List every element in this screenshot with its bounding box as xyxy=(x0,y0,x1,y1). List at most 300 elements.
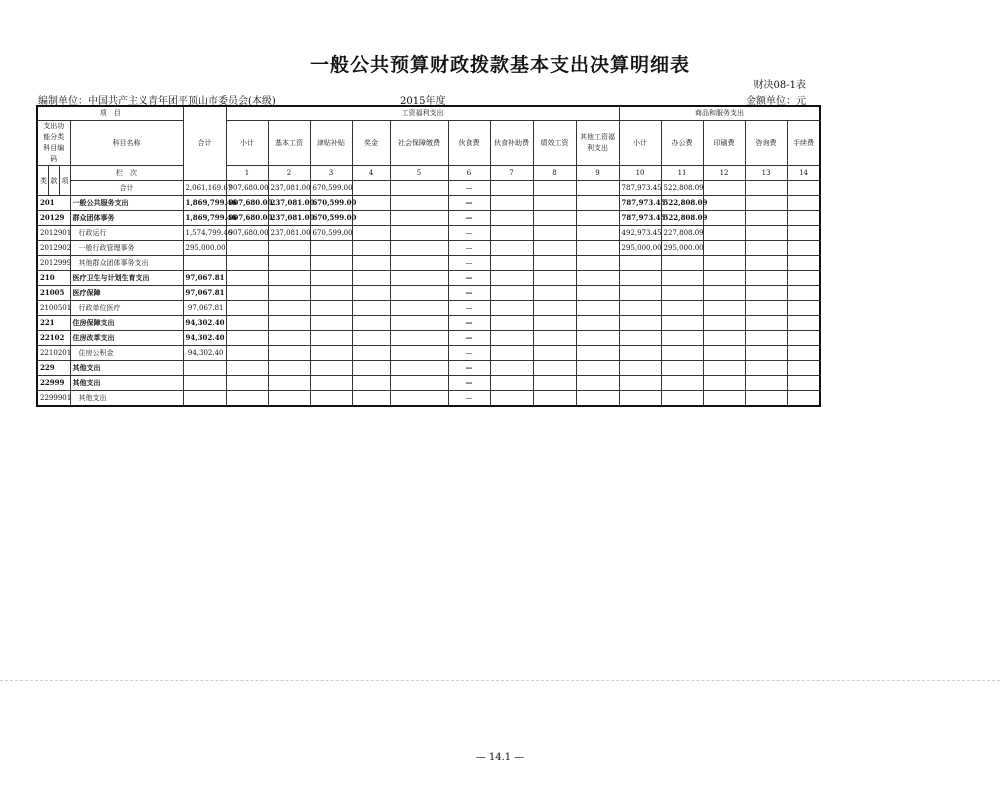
cell-salary-subtotal xyxy=(226,361,268,376)
cell-salary-subtotal: 907,680.00 xyxy=(226,196,268,211)
cell-total: 1,869,799.46 xyxy=(183,196,226,211)
cell-performance-pay xyxy=(533,376,576,391)
cell-other-welfare xyxy=(576,361,619,376)
cell-meal-subsidy xyxy=(490,256,533,271)
column-number: 8 xyxy=(533,166,576,181)
cell-printing-fee xyxy=(703,211,745,226)
table-row xyxy=(37,256,820,271)
column-number: 10 xyxy=(619,166,661,181)
header-printing-fee: 印刷费 xyxy=(703,121,745,166)
cell-allowance: 670,599.00 xyxy=(310,196,352,211)
cell-goods-subtotal: 787,973.45 xyxy=(619,211,661,226)
cell-meal-subsidy xyxy=(490,196,533,211)
row-code: 229 xyxy=(37,361,70,376)
cell-total: 94,302.40 xyxy=(183,316,226,331)
cell-consulting-fee xyxy=(745,241,787,256)
cell-bonus xyxy=(352,316,390,331)
cell-printing-fee xyxy=(703,376,745,391)
cell-goods-subtotal: 787,973.45 xyxy=(619,196,661,211)
cell-salary-subtotal xyxy=(226,391,268,407)
cell-meal-subsidy xyxy=(490,241,533,256)
row-name: 医疗保障 xyxy=(70,286,183,301)
cell-basic-salary xyxy=(268,391,310,407)
cell-allowance xyxy=(310,331,352,346)
cell-meal-subsidy xyxy=(490,271,533,286)
cell-goods-subtotal: 492,973.45 xyxy=(619,226,661,241)
cell-salary-subtotal xyxy=(226,241,268,256)
cell-allowance: 670,599.00 xyxy=(310,226,352,241)
header-performance-pay: 绩效工资 xyxy=(533,121,576,166)
table-row xyxy=(37,331,820,346)
header-goods-group: 商品和服务支出 xyxy=(619,106,820,121)
cell-basic-salary: 237,081.00 xyxy=(268,226,310,241)
cell-bonus xyxy=(352,196,390,211)
cell-bonus xyxy=(352,391,390,407)
cell-performance-pay xyxy=(533,361,576,376)
cell-performance-pay xyxy=(533,181,576,196)
cell-allowance: 670,599.00 xyxy=(310,181,352,196)
cell-meal-fee: — xyxy=(448,196,490,211)
cell-salary-subtotal xyxy=(226,286,268,301)
cell-basic-salary xyxy=(268,316,310,331)
cell-meal-fee: — xyxy=(448,211,490,226)
cell-handling-fee xyxy=(787,361,820,376)
cell-meal-fee: — xyxy=(448,346,490,361)
cell-bonus xyxy=(352,256,390,271)
column-number: 4 xyxy=(352,166,390,181)
cell-handling-fee xyxy=(787,301,820,316)
cell-total: 2,061,169.67 xyxy=(183,181,226,196)
cell-salary-subtotal xyxy=(226,271,268,286)
cell-social-security xyxy=(390,256,448,271)
row-name: 其他群众团体事务支出 xyxy=(70,256,183,271)
cell-bonus xyxy=(352,211,390,226)
cell-office-fee xyxy=(661,301,703,316)
cell-handling-fee xyxy=(787,376,820,391)
cell-bonus xyxy=(352,301,390,316)
cell-basic-salary: 237,081.00 xyxy=(268,196,310,211)
header-xiang: 项 xyxy=(59,166,70,196)
row-code: 20129 xyxy=(37,211,70,226)
cell-other-welfare xyxy=(576,256,619,271)
header-item: 项 目 xyxy=(37,106,183,121)
cell-meal-fee: — xyxy=(448,181,490,196)
cell-social-security xyxy=(390,331,448,346)
cell-meal-subsidy xyxy=(490,331,533,346)
table-row xyxy=(37,346,820,361)
cell-basic-salary xyxy=(268,346,310,361)
cell-performance-pay xyxy=(533,256,576,271)
table-row xyxy=(37,301,820,316)
row-code: 22102 xyxy=(37,331,70,346)
header-lanci: 栏 次 xyxy=(70,166,183,181)
cell-meal-fee: — xyxy=(448,376,490,391)
cell-total: 97,067.81 xyxy=(183,301,226,316)
cell-handling-fee xyxy=(787,316,820,331)
row-name: 住房保障支出 xyxy=(70,316,183,331)
cell-allowance xyxy=(310,376,352,391)
cell-consulting-fee xyxy=(745,361,787,376)
expenditure-detail-table xyxy=(36,105,821,407)
cell-social-security xyxy=(390,181,448,196)
cell-meal-fee: — xyxy=(448,226,490,241)
cell-goods-subtotal xyxy=(619,316,661,331)
cell-salary-subtotal: 907,680.00 xyxy=(226,226,268,241)
cell-performance-pay xyxy=(533,301,576,316)
cell-printing-fee xyxy=(703,196,745,211)
cell-social-security xyxy=(390,226,448,241)
row-name: 行政运行 xyxy=(70,226,183,241)
page-title: 一般公共预算财政拨款基本支出决算明细表 xyxy=(309,54,690,76)
cell-performance-pay xyxy=(533,346,576,361)
cell-printing-fee xyxy=(703,286,745,301)
cell-handling-fee xyxy=(787,196,820,211)
cell-basic-salary xyxy=(268,301,310,316)
cell-handling-fee xyxy=(787,271,820,286)
cell-salary-subtotal: 907,680.00 xyxy=(226,181,268,196)
cell-handling-fee xyxy=(787,226,820,241)
cell-bonus xyxy=(352,181,390,196)
form-code: 财决08-1表 xyxy=(753,80,806,91)
header-bonus: 奖金 xyxy=(352,121,390,166)
cell-consulting-fee xyxy=(745,346,787,361)
cell-printing-fee xyxy=(703,316,745,331)
cell-allowance xyxy=(310,241,352,256)
table-row xyxy=(37,196,820,211)
cell-performance-pay xyxy=(533,241,576,256)
cell-meal-fee: — xyxy=(448,316,490,331)
row-code: 2012902 xyxy=(37,241,70,256)
cell-handling-fee xyxy=(787,211,820,226)
header-office-fee: 办公费 xyxy=(661,121,703,166)
cell-other-welfare xyxy=(576,241,619,256)
cell-bonus xyxy=(352,271,390,286)
cell-bonus xyxy=(352,331,390,346)
cell-consulting-fee xyxy=(745,376,787,391)
cell-allowance xyxy=(310,271,352,286)
row-code: 21005 xyxy=(37,286,70,301)
cell-total: 94,302.40 xyxy=(183,346,226,361)
header-lei: 类 xyxy=(37,166,48,196)
cell-consulting-fee xyxy=(745,211,787,226)
cell-meal-fee: — xyxy=(448,241,490,256)
row-code: 2100501 xyxy=(37,301,70,316)
cell-bonus xyxy=(352,286,390,301)
cell-total xyxy=(183,391,226,407)
cell-office-fee xyxy=(661,361,703,376)
cell-basic-salary xyxy=(268,271,310,286)
cell-bonus xyxy=(352,361,390,376)
header-meal-fee: 伙食费 xyxy=(448,121,490,166)
cell-office-fee xyxy=(661,346,703,361)
cell-social-security xyxy=(390,211,448,226)
cell-salary-subtotal xyxy=(226,256,268,271)
header-meal-subsidy: 伙食补助费 xyxy=(490,121,533,166)
header-salary-group: 工资福利支出 xyxy=(226,106,619,121)
cell-office-fee xyxy=(661,316,703,331)
header-row-1 xyxy=(37,106,820,121)
row-code: 2210201 xyxy=(37,346,70,361)
cell-consulting-fee xyxy=(745,271,787,286)
column-number: 6 xyxy=(448,166,490,181)
table-row xyxy=(37,181,820,196)
column-number: 9 xyxy=(576,166,619,181)
cell-basic-salary xyxy=(268,361,310,376)
column-number: 3 xyxy=(310,166,352,181)
cell-meal-fee: — xyxy=(448,286,490,301)
header-allowance: 津贴补贴 xyxy=(310,121,352,166)
cell-meal-fee: — xyxy=(448,256,490,271)
cell-meal-fee: — xyxy=(448,271,490,286)
cell-printing-fee xyxy=(703,361,745,376)
cell-bonus xyxy=(352,241,390,256)
row-name: 医疗卫生与计划生育支出 xyxy=(70,271,183,286)
cell-other-welfare xyxy=(576,301,619,316)
cell-printing-fee xyxy=(703,331,745,346)
cell-allowance xyxy=(310,391,352,407)
cell-other-welfare xyxy=(576,226,619,241)
cell-meal-subsidy xyxy=(490,316,533,331)
cell-other-welfare xyxy=(576,286,619,301)
cell-meal-subsidy xyxy=(490,181,533,196)
cell-basic-salary: 237,081.00 xyxy=(268,211,310,226)
cell-printing-fee xyxy=(703,346,745,361)
header-name: 科目名称 xyxy=(70,121,183,166)
cell-other-welfare xyxy=(576,271,619,286)
cell-social-security xyxy=(390,361,448,376)
cell-total xyxy=(183,361,226,376)
cell-goods-subtotal xyxy=(619,391,661,407)
cell-meal-fee: — xyxy=(448,331,490,346)
cell-printing-fee xyxy=(703,301,745,316)
cell-office-fee xyxy=(661,331,703,346)
cell-salary-subtotal xyxy=(226,316,268,331)
row-code: 2012999 xyxy=(37,256,70,271)
cell-social-security xyxy=(390,391,448,407)
cell-allowance xyxy=(310,346,352,361)
header-social-security: 社会保障缴费 xyxy=(390,121,448,166)
cell-office-fee: 295,000.00 xyxy=(661,241,703,256)
cell-consulting-fee xyxy=(745,316,787,331)
row-name: 行政单位医疗 xyxy=(70,301,183,316)
cell-social-security xyxy=(390,376,448,391)
column-number: 5 xyxy=(390,166,448,181)
table-row xyxy=(37,376,820,391)
cell-meal-subsidy xyxy=(490,361,533,376)
cell-total xyxy=(183,376,226,391)
row-name: 一般行政管理事务 xyxy=(70,241,183,256)
cell-goods-subtotal xyxy=(619,301,661,316)
header-row-2 xyxy=(37,121,820,166)
cell-printing-fee xyxy=(703,391,745,407)
cell-meal-subsidy xyxy=(490,376,533,391)
cell-goods-subtotal xyxy=(619,346,661,361)
cell-meal-subsidy xyxy=(490,346,533,361)
cell-meal-subsidy xyxy=(490,301,533,316)
cell-consulting-fee xyxy=(745,286,787,301)
cell-office-fee: 522,808.09 xyxy=(661,181,703,196)
cell-goods-subtotal: 295,000.00 xyxy=(619,241,661,256)
fiscal-year: 2015年度 xyxy=(400,96,446,107)
cell-social-security xyxy=(390,316,448,331)
cell-office-fee: 522,808.09 xyxy=(661,211,703,226)
cell-social-security xyxy=(390,301,448,316)
row-name: 其他支出 xyxy=(70,361,183,376)
column-number: 1 xyxy=(226,166,268,181)
cell-office-fee: 227,808.09 xyxy=(661,226,703,241)
cell-allowance xyxy=(310,301,352,316)
cell-consulting-fee xyxy=(745,391,787,407)
cell-meal-subsidy xyxy=(490,391,533,407)
column-number: 12 xyxy=(703,166,745,181)
cell-other-welfare xyxy=(576,181,619,196)
cell-allowance: 670,599.00 xyxy=(310,211,352,226)
cell-other-welfare xyxy=(576,376,619,391)
cell-printing-fee xyxy=(703,256,745,271)
row-code: 210 xyxy=(37,271,70,286)
column-number: 14 xyxy=(787,166,820,181)
row-code: 221 xyxy=(37,316,70,331)
cell-total: 1,869,799.46 xyxy=(183,211,226,226)
row-name: 其他支出 xyxy=(70,376,183,391)
cell-allowance xyxy=(310,316,352,331)
header-basic-salary: 基本工资 xyxy=(268,121,310,166)
cell-handling-fee xyxy=(787,331,820,346)
cell-other-welfare xyxy=(576,391,619,407)
table-row xyxy=(37,211,820,226)
table-row xyxy=(37,241,820,256)
cell-allowance xyxy=(310,286,352,301)
cell-performance-pay xyxy=(533,196,576,211)
row-code: 2012901 xyxy=(37,226,70,241)
table-row xyxy=(37,286,820,301)
cell-consulting-fee xyxy=(745,256,787,271)
cell-social-security xyxy=(390,196,448,211)
header-total: 合计 xyxy=(183,106,226,181)
cell-other-welfare xyxy=(576,331,619,346)
cell-printing-fee xyxy=(703,241,745,256)
cell-performance-pay xyxy=(533,316,576,331)
cell-social-security xyxy=(390,286,448,301)
cell-salary-subtotal xyxy=(226,376,268,391)
cell-salary-subtotal xyxy=(226,331,268,346)
row-name: 住房改革支出 xyxy=(70,331,183,346)
row-code: 22999 xyxy=(37,376,70,391)
cell-goods-subtotal xyxy=(619,256,661,271)
cell-handling-fee xyxy=(787,346,820,361)
row-name: 一般公共服务支出 xyxy=(70,196,183,211)
cell-office-fee xyxy=(661,256,703,271)
cell-salary-subtotal xyxy=(226,301,268,316)
cell-performance-pay xyxy=(533,391,576,407)
amount-unit: 金额单位：元 xyxy=(746,96,806,107)
cell-performance-pay xyxy=(533,271,576,286)
cell-other-welfare xyxy=(576,316,619,331)
cell-handling-fee xyxy=(787,391,820,407)
cell-goods-subtotal xyxy=(619,331,661,346)
row-name: 群众团体事务 xyxy=(70,211,183,226)
cell-office-fee xyxy=(661,271,703,286)
table-row xyxy=(37,391,820,407)
header-salary-subtotal: 小计 xyxy=(226,121,268,166)
cell-salary-subtotal xyxy=(226,346,268,361)
cell-total: 94,302.40 xyxy=(183,331,226,346)
row-code: 2299901 xyxy=(37,391,70,407)
cell-goods-subtotal xyxy=(619,361,661,376)
cell-allowance xyxy=(310,361,352,376)
cell-performance-pay xyxy=(533,286,576,301)
cell-total: 97,067.81 xyxy=(183,271,226,286)
header-code: 支出功能分类科目编码 xyxy=(37,121,70,166)
header-handling-fee: 手续费 xyxy=(787,121,820,166)
cell-basic-salary xyxy=(268,331,310,346)
cell-meal-subsidy xyxy=(490,226,533,241)
cell-performance-pay xyxy=(533,226,576,241)
cell-meal-fee: — xyxy=(448,361,490,376)
cell-office-fee: 522,808.09 xyxy=(661,196,703,211)
cell-performance-pay xyxy=(533,211,576,226)
column-number: 13 xyxy=(745,166,787,181)
column-number: 7 xyxy=(490,166,533,181)
table-row xyxy=(37,226,820,241)
cell-other-welfare xyxy=(576,211,619,226)
header-goods-subtotal: 小计 xyxy=(619,121,661,166)
cell-goods-subtotal xyxy=(619,271,661,286)
cell-bonus xyxy=(352,346,390,361)
header-row-3 xyxy=(37,166,820,181)
row-code: 201 xyxy=(37,196,70,211)
cell-goods-subtotal xyxy=(619,286,661,301)
cell-bonus xyxy=(352,226,390,241)
cell-basic-salary: 237,081.00 xyxy=(268,181,310,196)
cell-other-welfare xyxy=(576,196,619,211)
cell-total: 295,000.00 xyxy=(183,241,226,256)
cell-consulting-fee xyxy=(745,226,787,241)
cell-total xyxy=(183,256,226,271)
cell-total: 97,067.81 xyxy=(183,286,226,301)
header-consulting-fee: 咨询费 xyxy=(745,121,787,166)
cell-basic-salary xyxy=(268,241,310,256)
cell-handling-fee xyxy=(787,286,820,301)
cell-performance-pay xyxy=(533,331,576,346)
cell-basic-salary xyxy=(268,286,310,301)
column-number: 11 xyxy=(661,166,703,181)
cell-other-welfare xyxy=(576,346,619,361)
cell-handling-fee xyxy=(787,181,820,196)
cell-office-fee xyxy=(661,376,703,391)
row-name: 住房公积金 xyxy=(70,346,183,361)
cell-basic-salary xyxy=(268,256,310,271)
cell-goods-subtotal: 787,973.45 xyxy=(619,181,661,196)
cell-printing-fee xyxy=(703,181,745,196)
cell-meal-fee: — xyxy=(448,301,490,316)
table-row xyxy=(37,316,820,331)
cell-handling-fee xyxy=(787,256,820,271)
cell-consulting-fee xyxy=(745,301,787,316)
column-number: 2 xyxy=(268,166,310,181)
header-kuan: 款 xyxy=(48,166,59,196)
cell-handling-fee xyxy=(787,241,820,256)
table-row xyxy=(37,361,820,376)
reporting-organization: 编制单位：中国共产主义青年团平顶山市委员会(本级) xyxy=(38,96,276,107)
cell-office-fee xyxy=(661,391,703,407)
cell-printing-fee xyxy=(703,226,745,241)
cell-consulting-fee xyxy=(745,331,787,346)
cell-social-security xyxy=(390,271,448,286)
cell-printing-fee xyxy=(703,271,745,286)
cell-consulting-fee xyxy=(745,181,787,196)
cell-goods-subtotal xyxy=(619,376,661,391)
